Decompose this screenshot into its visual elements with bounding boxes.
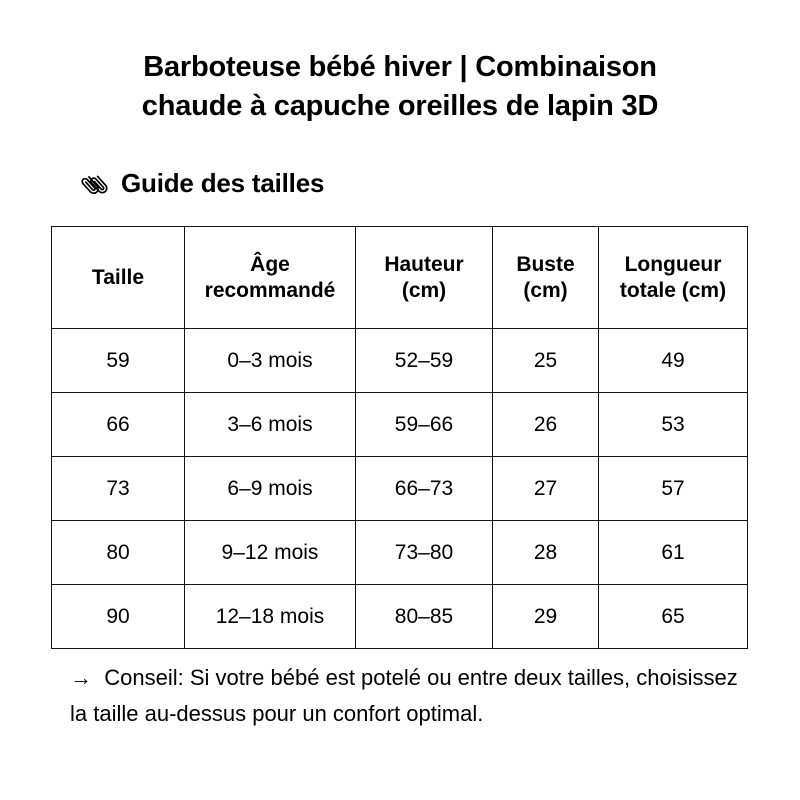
page-title-line-2: chaude à capuche oreilles de lapin 3D xyxy=(141,89,659,122)
cell-longueur: 57 xyxy=(599,457,748,521)
size-guide-heading xyxy=(80,168,324,199)
column-header-age-line-2: recommandé xyxy=(204,278,336,302)
cell-buste: 29 xyxy=(493,585,599,649)
size-guide-heading-label: Guide des tailles xyxy=(121,168,325,198)
cell-buste: 26 xyxy=(493,393,599,457)
cell-taille: 80 xyxy=(52,521,185,585)
cell-taille: 90 xyxy=(52,585,185,649)
cell-age: 12–18 mois xyxy=(185,585,356,649)
cell-buste: 28 xyxy=(493,521,599,585)
table-row xyxy=(52,457,748,521)
cell-longueur: 61 xyxy=(599,521,748,585)
cell-hauteur: 59–66 xyxy=(356,393,493,457)
cell-buste: 27 xyxy=(493,457,599,521)
page-title-line-1: Barboteuse bébé hiver | Combinaison xyxy=(143,51,657,83)
table-header-row xyxy=(52,227,748,329)
cell-age: 6–9 mois xyxy=(185,457,356,521)
column-header-hauteur xyxy=(356,227,493,329)
column-header-hauteur-line-1: Hauteur xyxy=(384,252,464,276)
cell-longueur: 53 xyxy=(599,393,748,457)
table-row xyxy=(52,585,748,649)
cell-longueur: 65 xyxy=(599,585,748,649)
table-row xyxy=(52,329,748,393)
cell-hauteur: 52–59 xyxy=(356,329,493,393)
sizing-advice-note xyxy=(70,660,750,731)
column-header-longueur-line-2: totale (cm) xyxy=(619,278,727,302)
cell-hauteur: 80–85 xyxy=(356,585,493,649)
arrow-right-icon: → xyxy=(70,665,92,690)
page-title xyxy=(50,48,750,125)
column-header-taille xyxy=(52,227,185,329)
table-row xyxy=(52,393,748,457)
column-header-longueur xyxy=(599,227,748,329)
cell-age: 3–6 mois xyxy=(185,393,356,457)
column-header-age-line-1: Âge xyxy=(250,252,290,276)
column-header-buste-line-1: Buste xyxy=(516,252,575,276)
paperclip-icon xyxy=(80,169,110,199)
column-header-hauteur-line-2: (cm) xyxy=(401,278,447,302)
cell-hauteur: 66–73 xyxy=(356,457,493,521)
cell-age: 9–12 mois xyxy=(185,521,356,585)
cell-buste: 25 xyxy=(493,329,599,393)
column-header-longueur-line-1: Longueur xyxy=(624,252,722,276)
column-header-buste xyxy=(493,227,599,329)
column-header-taille-label: Taille xyxy=(91,265,145,289)
sizing-advice-text: Conseil: Si votre bébé est potelé ou entre deux tailles, choisissez la taille au-dessus pour un confort optimal. xyxy=(70,665,738,726)
cell-age: 0–3 mois xyxy=(185,329,356,393)
size-guide-table xyxy=(51,226,748,649)
table-row xyxy=(52,521,748,585)
table-header xyxy=(52,227,748,329)
cell-longueur: 49 xyxy=(599,329,748,393)
cell-taille: 66 xyxy=(52,393,185,457)
cell-hauteur: 73–80 xyxy=(356,521,493,585)
column-header-age xyxy=(185,227,356,329)
cell-taille: 59 xyxy=(52,329,185,393)
table-body xyxy=(52,329,748,649)
cell-taille: 73 xyxy=(52,457,185,521)
column-header-buste-line-2: (cm) xyxy=(523,278,568,302)
